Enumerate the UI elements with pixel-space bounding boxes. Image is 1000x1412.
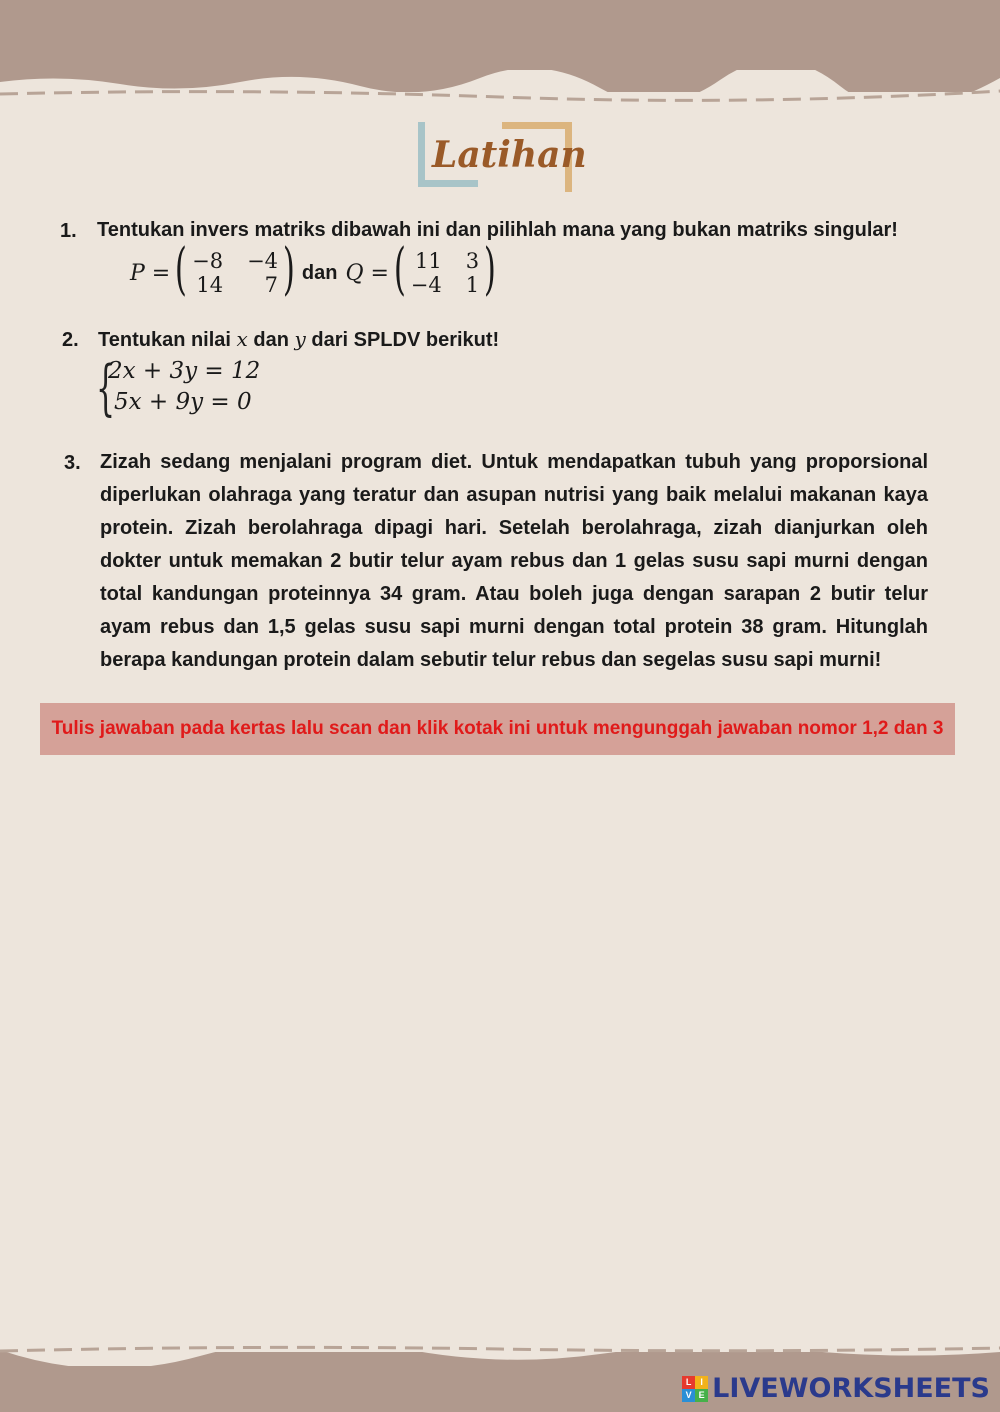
upload-instruction: Tulis jawaban pada kertas lalu scan dan klik kotak ini untuk mengunggah jawaban nomor 1,2 dan 3 <box>51 718 944 739</box>
page-title: Latihan <box>432 134 587 176</box>
title-frame <box>418 122 587 194</box>
q-a22: 1 <box>465 273 480 297</box>
equation-system <box>108 356 260 418</box>
q3-number: 3. <box>64 452 81 474</box>
q2-var-y: y <box>294 327 306 351</box>
bottom-stitch <box>0 1343 1000 1357</box>
q1-number: 1. <box>60 220 77 242</box>
liveworksheets-brand <box>682 1373 990 1404</box>
brand-text: LIVEWORKSHEETS <box>712 1373 990 1404</box>
q2-number: 2. <box>62 329 79 351</box>
upload-answer-box[interactable] <box>40 703 955 755</box>
p-a11: −8 <box>192 249 224 273</box>
p-matrix <box>192 249 278 297</box>
q3-text: Zizah sedang menjalani program diet. Untuk mendapatkan tubuh yang proporsional diperlukan olahraga yang teratur dan asupan nutrisi yang baik melalui makanan kaya protein. Zizah berolahraga dipagi hari. Setelah berolahraga, zizah dianjurkan oleh dokter untuk memakan 2 butir telur ayam rebus dan 1 gelas susu sapi murni dengan total kandungan proteinnya 34 gram. Atau boleh juga dengan sarapan 2 butir telur ayam rebus dan 1,5 gelas susu sapi murni dengan total protein 38 gram. Hitunglah berapa kandungan protein dalam sebutir telur rebus dan segelas susu sapi murni! <box>100 451 928 671</box>
q-open-paren: ( <box>393 237 406 302</box>
dan-word: dan <box>301 261 338 284</box>
equation-1: 2x + 3y = 12 <box>108 358 261 384</box>
p-close-paren: ) <box>282 237 295 302</box>
q-close-paren: ) <box>484 237 497 302</box>
q2-var-x: x <box>236 327 248 351</box>
p-a12: −4 <box>247 249 279 273</box>
q1-text: Tentukan invers matriks dibawah ini dan pilihlah mana yang bukan matriks singular! <box>97 219 898 241</box>
q2-text-a: Tentukan nilai <box>98 329 231 351</box>
liveworksheets-logo-icon: L I V E <box>682 1376 708 1402</box>
p-open-paren: ( <box>175 237 188 302</box>
q-matrix <box>411 249 479 297</box>
q2-text-b: dan <box>253 329 289 351</box>
q-a11: 11 <box>415 249 442 273</box>
p-a21: 14 <box>196 273 224 297</box>
p-a22: 7 <box>264 273 279 297</box>
q-label: Q = <box>345 260 389 286</box>
p-label: P = <box>130 260 171 286</box>
q-a12: 3 <box>465 249 480 273</box>
q1-matrices <box>130 237 501 302</box>
q-a21: −4 <box>410 273 442 297</box>
top-stitch <box>0 88 1000 102</box>
equation-2: 5x + 9y = 0 <box>114 389 252 415</box>
q2-text-c: dari SPLDV berikut! <box>311 329 500 351</box>
system-brace: { <box>96 353 116 423</box>
q2-text <box>98 323 499 357</box>
